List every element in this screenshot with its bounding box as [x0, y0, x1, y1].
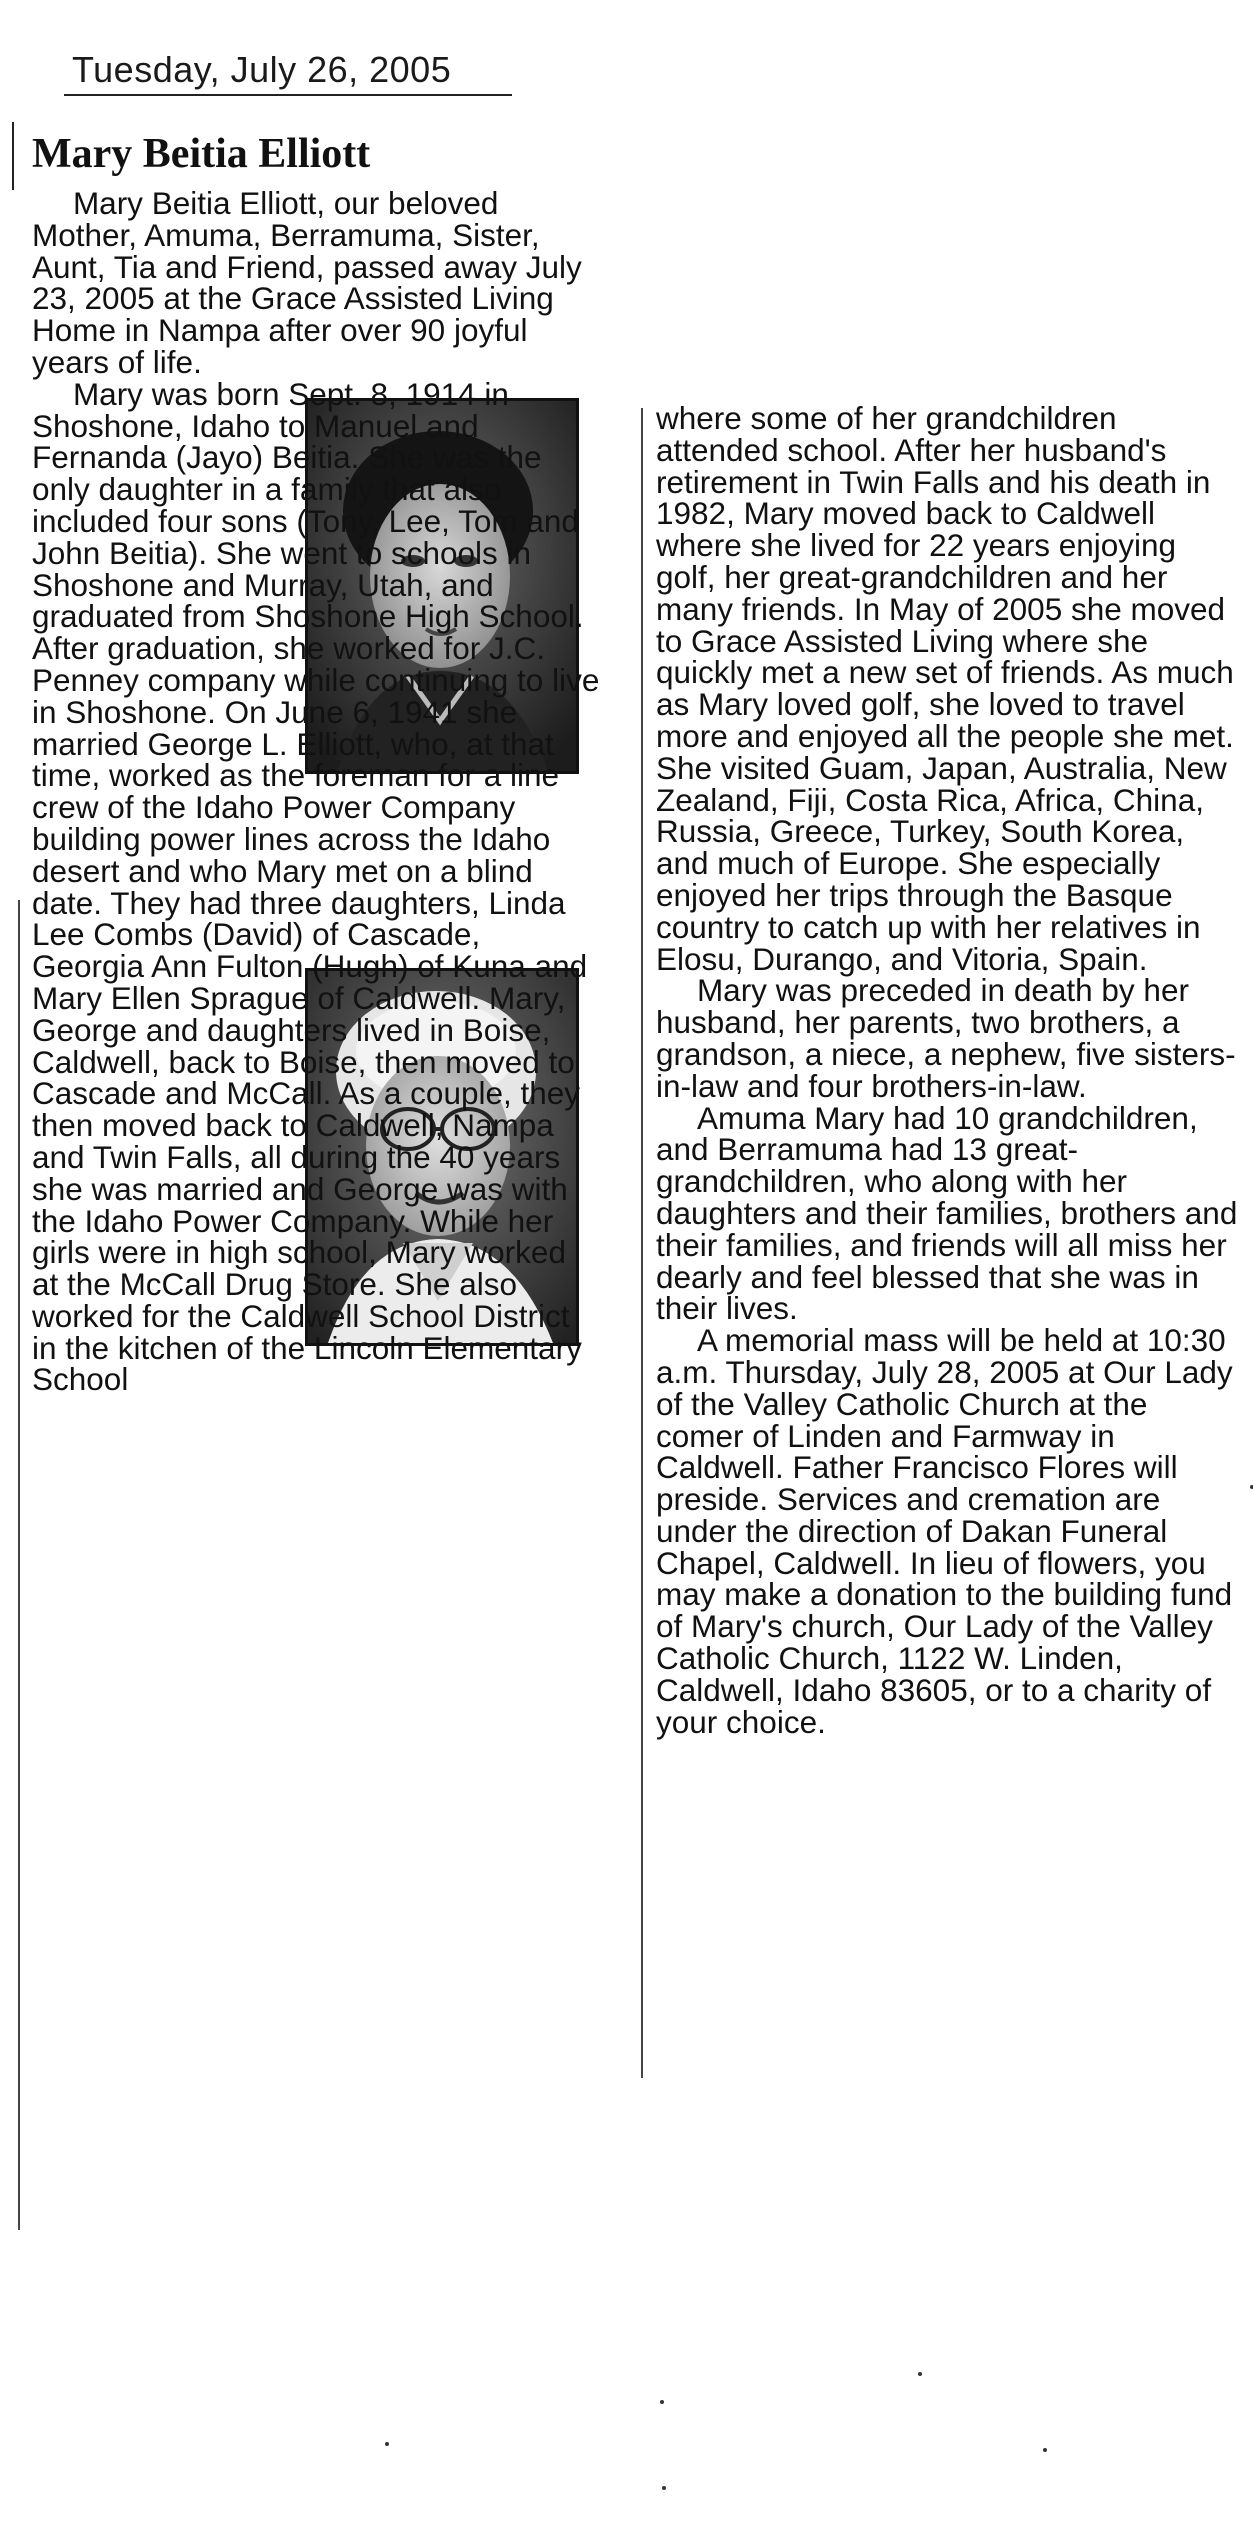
- paragraph-survivors: Amuma Mary had 10 grandchildren, and Berramuma had 13 great-grandchildren, who along with her daughters and their families, brothers and their families, and friends will all miss her dearly and feel blessed that she was in their lives.: [656, 1099, 1238, 1327]
- paragraph-biography: Mary was born Sept. 8, 1914 in Shoshone, Idaho to Manuel and Fernanda (Jayo) Beitia. She was the only daughter in a family that also included four sons (Tony, Lee, Tom and John Beitia). She went to schools in Shoshone and Murray, Utah, and graduated from Shoshone High School. After graduation, she worked for J.C. Penney company while continuing to live in Shoshone. On June 6, 1941 she married George L. Elliott, who, at that time, worked as the foreman for a line crew of the Idaho Power Company building power lines across the Idaho desert and who Mary met on a blind date. They had three daughters, Linda Lee Combs (David) of Cascade, Georgia Ann Fulton (Hugh) of Kuna and Mary Ellen Sprague of Caldwell. Mary, George and daughters lived in Boise, Caldwell, back to Boise, then moved to Cascade and McCall. As a couple, they then moved back to Caldwell, Nampa and Twin Falls, all during the 40 years she was married and George was with the Idaho Power Company. While her girls were in high school, Mary worked at the McCall Drug Store. She also worked for the Caldwell School District in the kitchen of the Lincoln Elementary School: [32, 375, 600, 1398]
- obituary-column-right: [656, 400, 1238, 1740]
- paragraph-intro: Mary Beitia Elliott, our beloved Mother, Amuma, Berramuma, Sister, Aunt, Tia and Friend, passed away July 23, 2005 at the Grace Assisted Living Home in Nampa after over 90 joyful years of life.: [32, 188, 600, 379]
- dateline-rule: [64, 94, 512, 96]
- paragraph-preceded: Mary was preceded in death by her husband, her parents, two brothers, a grandson, a niece, a nephew, five sisters-in-law and four brothers-in-law.: [656, 972, 1236, 1104]
- obituary-column-left: [32, 185, 600, 1398]
- scan-speck: [662, 2486, 666, 2490]
- column-rule-middle: [641, 408, 643, 2078]
- photo-spacer: [73, 751, 355, 1135]
- title-margin-bar: [12, 122, 14, 190]
- column-rule-left: [18, 900, 20, 2230]
- scan-speck: [918, 2372, 922, 2376]
- scan-speck: [660, 2400, 664, 2404]
- paragraph-services: A memorial mass will be held at 10:30 a.m. Thursday, July 28, 2005 at Our Lady of the Valley Catholic Church at the comer of Linden and Farmway in Caldwell. Father Francisco Flores will preside. Services and cremation are under the direction of Dakan Funeral Chapel, Caldwell. In lieu of flowers, you may make a donation to the building fund of Mary's church, Our Lady of the Valley Catholic Church, 1122 W. Linden, Caldwell, Idaho 83605, or to a charity of your choice.: [656, 1322, 1233, 1740]
- scan-speck: [1043, 2448, 1047, 2452]
- paragraph-later-life: where some of her grandchildren attended school. After her husband's retirement in Twin Falls and his death in 1982, Mary moved back to Caldwell where she lived for 22 years enjoying golf, her great-grandchildren and her many friends. In May of 2005 she moved to Grace Assisted Living where she quickly met a new set of friends. As much as Mary loved golf, she loved to travel more and enjoyed all the people she met. She visited Guam, Japan, Australia, New Zealand, Fiji, Costa Rica, Africa, China, Russia, Greece, Turkey, South Korea, and much of Europe. She especially enjoyed her trips through the Basque country to catch up with her relatives in Elosu, Durango, and Vitoria, Spain.: [656, 400, 1234, 977]
- dateline: Tuesday, July 26, 2005: [72, 49, 452, 90]
- obituary-title: Mary Beitia Elliott: [32, 131, 371, 177]
- scan-speck: [385, 2442, 389, 2446]
